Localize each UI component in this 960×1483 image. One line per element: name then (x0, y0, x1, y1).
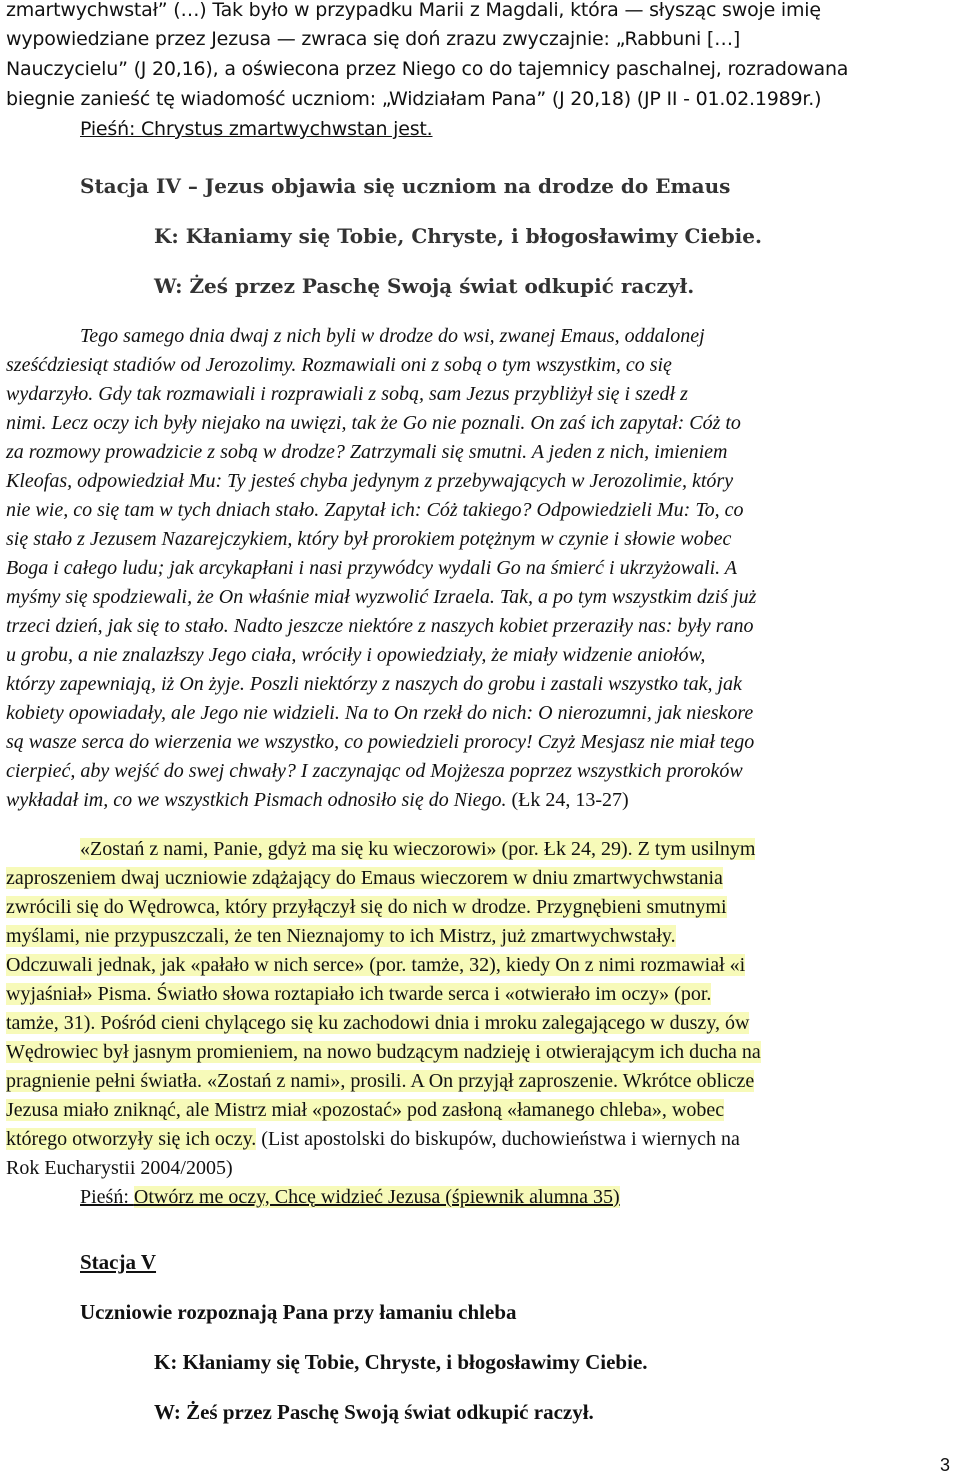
intro-line: zmartwychwstał” (…) Tak było w przypadku Marii z Magdali, która — słysząc swoje imię (6, 0, 821, 21)
gospel-line: się stało z Jezusem Nazarejczykiem, który był prorokiem potężnym w czynie i słowie wobec (6, 528, 732, 550)
letter-text: wyjaśniał» Pisma. Światło słowa roztapiało ich twarde serca i «otwierało im oczy» (por. (6, 983, 712, 1005)
song-1: Pieśń: Chrystus zmartwychwstan jest. (80, 118, 433, 140)
gospel-line: którzy zapewniają, iż On żyje. Poszli niektórzy z naszych do grobu i zastali wszystko tak, jak (6, 673, 742, 695)
letter-line (6, 922, 676, 950)
letter-line-final: Rok Eucharystii 2004/2005) (6, 1157, 233, 1179)
gospel-line: kobiety opowiadały, ale Jego nie widzieli. Na to On rzekł do nich: O nierozumni, jak nieskore (6, 702, 754, 724)
gospel-last-text: wykładał im, co we wszystkich Pismach odnosiło się do Niego. (6, 789, 507, 811)
letter-text: «Zostań z nami, Panie, gdyż ma się ku wieczorowi» (por. Łk 24, 29). Z tym usilnym (80, 838, 756, 860)
page-number: 3 (939, 1455, 950, 1475)
intro-line: Nauczycielu” (J 20,16), a oświecona przez Niego co do tajemnicy paschalnej, rozradowana (6, 58, 849, 80)
song-2-label: Pieśń: (80, 1186, 134, 1208)
gospel-line: Kleofas, odpowiedział Mu: Ty jesteś chyba jedynym z przebywających w Jerozolimie, który (6, 470, 734, 492)
gospel-line: nimi. Lecz oczy ich były niejako na uwięzi, tak że Go nie poznali. On zaś ich zapytał: Cóż to (6, 412, 741, 434)
letter-text-highlighted: którego otworzyły się ich oczy. (6, 1128, 257, 1150)
gospel-line-last (6, 786, 629, 814)
gospel-line: sześćdziesiąt stadiów od Jerozolimy. Rozmawiali oni z sobą o tym wszystkim, co się (6, 354, 672, 376)
song-2 (80, 1183, 620, 1211)
letter-line (80, 835, 755, 863)
letter-text: Jezusa miało zniknąć, ale Mistrz miał «pozostać» pod zasłoną «łamanego chleba», wobec (6, 1099, 725, 1121)
gospel-line: nie wie, co się tam w tych dniach stało. Zapytał ich: Cóż takiego? Odpowiedzieli Mu: To, co (6, 499, 744, 521)
station-4-title: Stacja IV – Jezus objawia się uczniom na drodze do Emaus (80, 174, 731, 198)
letter-line (6, 1096, 724, 1124)
gospel-line: myśmy się spodziewali, że On właśnie miał wyzwolić Izraela. Tak, a po tym wszystkim dziś już (6, 586, 757, 608)
intro-line: biegnie zanieść tę wiadomość uczniom: „Widziałam Pana” (J 20,18) (JP II - 01.02.1989r.) (6, 88, 822, 110)
letter-text: Wędrowiec był jasnym promieniem, na nowo budzącym nadzieję i otwierającym ich ducha na (6, 1041, 761, 1063)
letter-line (6, 951, 745, 979)
gospel-line: wydarzyło. Gdy tak rozmawiali i rozprawiali z sobą, sam Jezus przybliżył się i szedł z (6, 383, 688, 405)
letter-text: pragnienie pełni światła. «Zostań z nami», prosili. A On przyjął zaproszenie. Wkrótce oblicze (6, 1070, 755, 1092)
gospel-line: są wasze serca do wierzenia we wszystko, co powiedzieli prorocy! Czyż Mesjasz nie miał tego (6, 731, 755, 753)
letter-text: myślami, nie przypuszczali, że ten Nieznajomy to ich Mistrz, już zmartwychwstały. (6, 925, 676, 947)
letter-text: zaproszeniem dwaj uczniowie zdążający do Emaus wieczorem w dniu zmartwychwstania (6, 867, 723, 889)
letter-text: tamże, 31). Pośród cieni chylącego się ku zachodowi dnia i mroku zalegającego w duszy, ów (6, 1012, 750, 1034)
intro-line: wypowiedziane przez Jezusa — zwraca się doń zrazu zwyczajnie: „Rabbuni […] (6, 28, 741, 50)
letter-line (6, 1067, 754, 1095)
letter-source: (List apostolski do biskupów, duchowieństwa i wiernych na (256, 1128, 740, 1150)
station-5-title: Stacja V (80, 1250, 157, 1274)
letter-line (6, 1009, 749, 1037)
station-5-subtitle: Uczniowie rozpoznają Pana przy łamaniu chleba (80, 1300, 517, 1324)
response-w-2: W: Żeś przez Paschę Swoją świat odkupić raczył. (154, 1400, 594, 1424)
response-k: K: Kłaniamy się Tobie, Chryste, i błogosławimy Ciebie. (154, 224, 762, 248)
letter-line (6, 980, 711, 1008)
gospel-reference: (Łk 24, 13-27) (506, 789, 629, 811)
response-k-2: K: Kłaniamy się Tobie, Chryste, i błogosławimy Ciebie. (154, 1350, 648, 1374)
letter-line (6, 1038, 761, 1066)
letter-line (6, 1125, 740, 1153)
gospel-line: trzeci dzień, jak się to stało. Nadto jeszcze niektóre z naszych kobiet przeraziły nas: były rano (6, 615, 754, 637)
response-w: W: Żeś przez Paschę Swoją świat odkupić raczył. (154, 274, 695, 298)
song-2-title: Otwórz me oczy, Chcę widzieć Jezusa (śpiewnik alumna 35) (133, 1186, 620, 1208)
letter-line (6, 864, 723, 892)
gospel-line: za rozmowy prowadzicie z sobą w drodze? Zatrzymali się smutni. A jeden z nich, imieniem (6, 441, 728, 463)
gospel-line: cierpieć, aby wejść do swej chwały? I zaczynając od Mojżesza poprzez wszystkich proroków (6, 760, 743, 782)
letter-text: zwrócili się do Wędrowca, który przyłączył się do nich w drodze. Przygnębieni smutnymi (6, 896, 727, 918)
letter-text: Odczuwali jednak, jak «pałało w nich serce» (por. tamże, 32), kiedy On z nimi rozmawiał «i (6, 954, 746, 976)
gospel-line: Tego samego dnia dwaj z nich byli w drodze do wsi, zwanej Emaus, oddalonej (80, 325, 705, 347)
gospel-line: u grobu, a nie znalazłszy Jego ciała, wróciły i opowiedziały, że miały widzenie aniołów, (6, 644, 706, 666)
gospel-line: Boga i całego ludu; jak arcykapłani i nasi przywódcy wydali Go na śmierć i ukrzyżowali. A (6, 557, 738, 579)
letter-line (6, 893, 727, 921)
